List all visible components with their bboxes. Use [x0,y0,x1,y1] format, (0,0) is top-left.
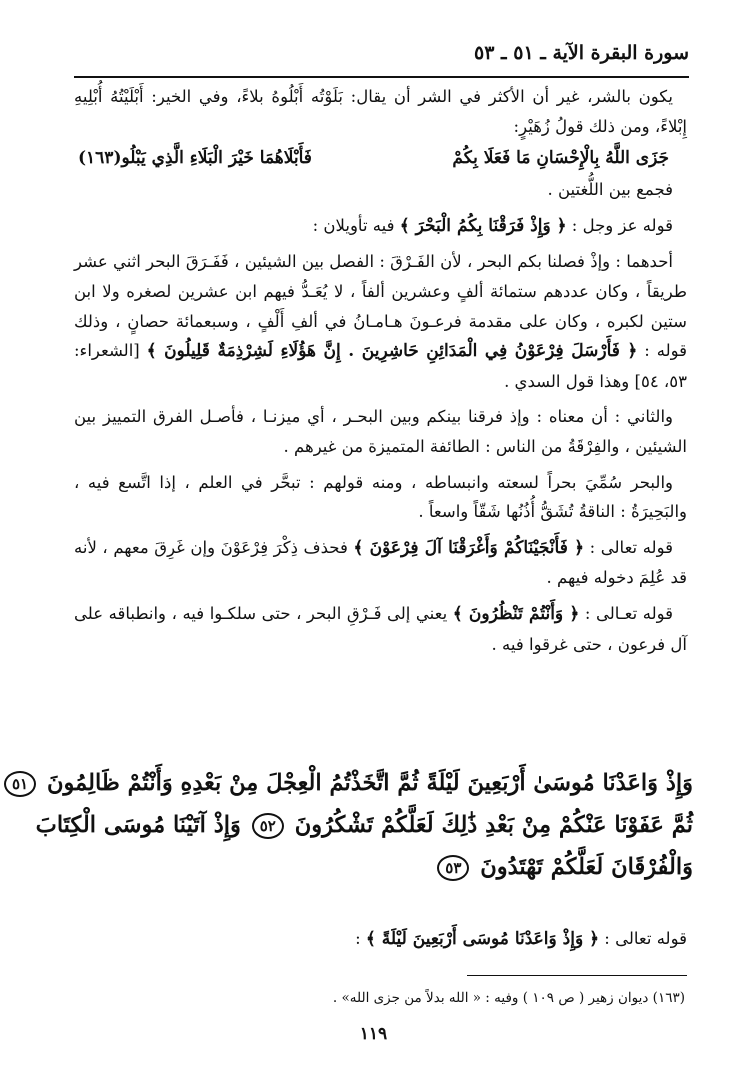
page-header [74,34,689,78]
paragraph-6: والبحر سُمِّيَ بحراً لسعته وانبساطه ، ومنه قولهم : تبحَّر في العلم ، إذا اتَّسع فيه ، والبَحِيرَةُ : الناقةُ تُشَقُّ أُذُنُها شَقّاً واسعاً . [74,472,687,522]
poem-hemistich-left: فَأَبْلَاهُمَا خَيْرَ الْبَلَاءِ الَّذِي يَبْلُو(١٦٣) [78,148,312,169]
quran-citation: ﴿ فَأَنْجَيْنَاكُمْ وَأَغْرَقْنَا آلَ فِرْعَوْنَ ﴾ [353,537,585,558]
quran-citation: ﴿ وَإِذْ وَاعَدْنَا مُوسَى أَرْبَعِينَ لَيْلَةً ﴾ [365,929,600,949]
paragraph-4: أحدهما : وإذْ فصلنا بكم البحر ، لأن الفَـرْقَ : الفصل بين الشيئين ، فَفَـرَقَ البحر اثني عشر طريقاً ، وكان عددهم ستمائة ألفٍ وعشرين ألفاً ، لا يُعَـدُّ فيهم ابن عشرين لصغره ولا ابن ستين لكبره ، وكان على مقدمة فرعـونَ هـامـانُ في ألفِ أَلْفٍ ، وسبعمائة حصانٍ ، وذلك قوله : ﴿ فَأَرْسَلَ فِرْعَوْنُ فِي الْمَدَائِنِ حَاشِرِينَ . إِنَّ هَؤُلَاءِ لَشِرْذِمَةٌ قَلِيلُونَ ﴾ [الشعراء: ٥٣، ٥٤] وهذا قول السدي . [74,252,688,391]
quran-line-1: وَإِذْ وَاعَدْنَا مُوسَىٰ أَرْبَعِينَ لَيْلَةً ثُمَّ اتَّخَذْتُمُ الْعِجْلَ مِنْ بَعْدِهِ وَأَنْتُمْ ظَالِمُونَ ٥١ [66,762,693,804]
commentary-body [74,82,687,659]
footnote: (١٦٣) ديوان زهير ( ص ١٠٩ ) وفيه : « الله بدلاً من جزى الله» . [332,990,685,1006]
paragraph-1: يكون بالشر، غير أن الأكثر في الشر أن يقال: بَلَوْتُه أَبْلُوهُ بلاءً، وفي الخير: أَبْلَيْتُهُ أُبْلِيهِ إِبْلاءً، ومن ذلك قولُ زُهَيْرٍ: [74,87,687,136]
quran-line-2: ثُمَّ عَفَوْنَا عَنْكُمْ مِنْ بَعْدِ ذَٰلِكَ لَعَلَّكُمْ تَشْكُرُونَ ٥٢ وَإِذْ آتَيْنَا مُوسَى الْكِتَابَ [35,812,693,838]
footnote-divider [467,975,687,976]
quran-citation: ﴿ وَأَنْتُمْ تَنْظُرُونَ ﴾ [452,603,580,624]
quran-citation: ﴿ فَأَرْسَلَ فِرْعَوْنُ فِي الْمَدَائِنِ حَاشِرِينَ . إِنَّ هَؤُلَاءِ لَشِرْذِمَةٌ قَلِيلُونَ ﴾ [146,341,638,362]
ayah-number-marker: ٥٣ [437,855,469,881]
poem-hemistich-right: جَزَى اللَّهُ بِالْإِحْسَانِ مَا فَعَلَا بِكُمْ [452,148,669,169]
running-title: سورة البقرة الآية ـ ٥١ ـ ٥٣ [474,42,689,64]
paragraph-5: والثاني : أن معناه : وإذ فرقنا بينكم وبين البحـر ، أي ميزنـا ، فأصـل الفرق التمييز بين الشيئين ، والفِرْقَةُ من الناس : الطائفة المتميزة من غيرهم . [74,407,687,456]
paragraph-3: قوله عز وجل : ﴿ وَإِذْ فَرَقْنَا بِكُمُ الْبَحْرَ ﴾ فيه تأويلان : [312,215,673,236]
poem-verse [74,141,687,175]
commentary-continuation: قوله تعالى : ﴿ وَإِذْ وَاعَدْنَا مُوسَى أَرْبَعِينَ لَيْلَةً ﴾ : [355,929,687,949]
paragraph-8: قوله تعـالى : ﴿ وَأَنْتُمْ تَنْظُرُونَ ﴾ يعني إلى فَـرْقِ البحر ، حتى سلكـوا فيه ، وانطباقه على آل فرعون ، حتى غرقوا فيه . [74,603,687,654]
paragraph-7: قوله تعالى : ﴿ فَأَنْجَيْنَاكُمْ وَأَغْرَقْنَا آلَ فِرْعَوْنَ ﴾ فحذف ذِكْرَ فِرْعَوْنَ وإن غَرِقَ معهم ، لأنه قد عُلِمَ دخوله فيهم . [74,537,687,588]
page-number: ١١٩ [359,1024,388,1044]
ayah-number-marker: ٥٢ [252,813,284,839]
quran-text-block [12,762,693,888]
quran-line-3: وَالْفُرْقَانَ لَعَلَّكُمْ تَهْتَدُونَ ٥٣ [66,846,693,888]
ayah-number-marker: ٥١ [4,771,36,797]
quran-citation: ﴿ وَإِذْ فَرَقْنَا بِكُمُ الْبَحْرَ ﴾ [399,215,567,236]
paragraph-2: فجمع بين اللُّغتين . [547,180,673,200]
